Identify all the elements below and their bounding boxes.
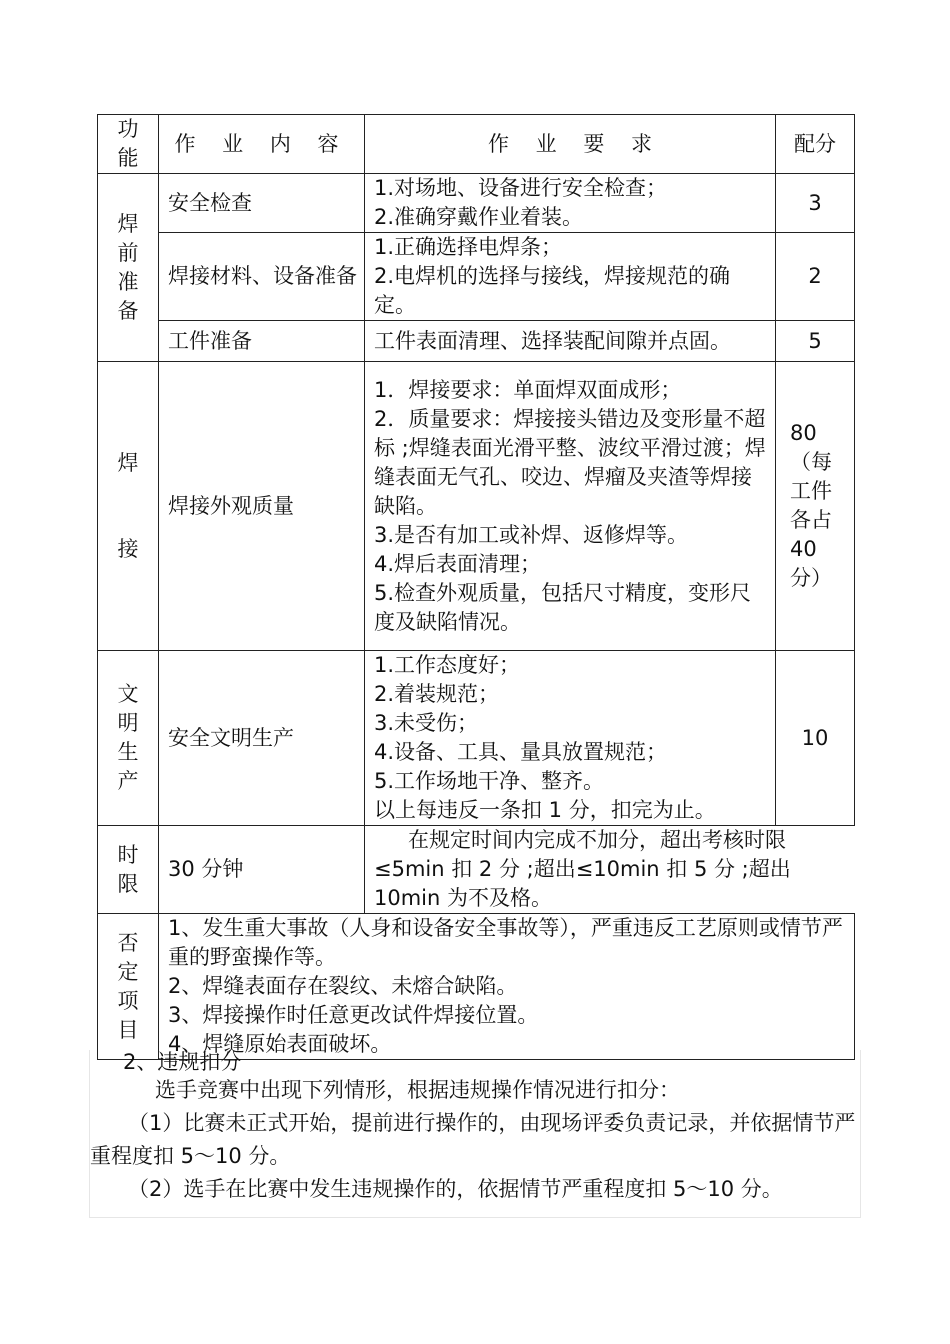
header-content: 作 业 内 容 (159, 115, 365, 174)
section-title: 2、违规扣分 (123, 1050, 242, 1074)
requirement-line: 5.工作场地干净、整齐。 (374, 769, 605, 793)
func-negation-text: 否定项目 (117, 930, 139, 1042)
negation-items (159, 914, 855, 1060)
negation-row (98, 914, 855, 1060)
violation-section (89, 1050, 861, 1218)
header-func-text: 功能 (117, 117, 139, 170)
requirement-line: 1.对场地、设备进行安全检查； (374, 176, 668, 200)
func-time-text: 时限 (117, 842, 139, 896)
table-row (98, 651, 855, 826)
requirement-line: 2.准确穿戴作业着装。 (374, 205, 584, 229)
content-text: 焊接材料、设备准备 (168, 264, 357, 288)
requirement-cell (365, 321, 776, 362)
score-cell: 2 (776, 233, 855, 321)
content-cell: 安全检查 (159, 174, 365, 233)
score-cell (776, 362, 855, 651)
func-cell-weld (98, 362, 159, 651)
requirement-line: 4.设备、工具、量具放置规范； (374, 740, 668, 764)
negation-item: 4、焊缝原始表面破坏。 (168, 1032, 392, 1056)
func-weld-text: 焊接 (117, 451, 139, 561)
requirement-line: 2.着装规范； (374, 682, 500, 706)
requirement-line: 1.工作态度好； (374, 653, 521, 677)
requirement-cell (365, 826, 855, 914)
requirement-line: 1．焊接要求：单面焊双面成形； (374, 377, 682, 402)
score-cell: 3 (776, 174, 855, 233)
table-row (98, 321, 855, 362)
negation-item: 1、发生重大事故（人身和设备安全事故等），严重违反工艺原则或情节严重的野蛮操作等。 (168, 916, 843, 969)
requirement-line: 3.未受伤； (374, 711, 479, 735)
requirement-line: 在规定时间内完成不加分，超出考核时限≤5min 扣 2 分 ;超出≤10min 扣 5 分 ;超出 10min 为不及格。 (374, 828, 791, 910)
header-func (98, 115, 159, 174)
negation-item: 3、焊接操作时任意更改试件焊接位置。 (168, 1003, 539, 1027)
content-cell: 工件准备 (159, 321, 365, 362)
func-cell-prep (98, 174, 159, 362)
content-cell: 安全文明生产 (159, 651, 365, 826)
score-text: 80（每工件各占40分） (790, 421, 832, 590)
func-cell-time (98, 826, 159, 914)
table-row (98, 174, 855, 233)
func-civil-text: 文明生产 (117, 682, 139, 793)
scoring-table (97, 114, 855, 1060)
requirement-line: 3.是否有加工或补焊、返修焊等。 (374, 522, 689, 547)
requirement-cell (365, 362, 776, 651)
requirement-cell (365, 651, 776, 826)
content-cell: 30 分钟 (159, 826, 365, 914)
header-score: 配分 (776, 115, 855, 174)
table-header-row (98, 115, 855, 174)
requirement-line: 4.焊后表面清理； (374, 551, 542, 576)
table-row (98, 362, 855, 651)
header-requirement: 作 业 要 求 (365, 115, 776, 174)
score-cell: 10 (776, 651, 855, 826)
score-cell: 5 (776, 321, 855, 362)
negation-item: 2、焊缝表面存在裂纹、未熔合缺陷。 (168, 974, 518, 998)
requirement-line: 5.检查外观质量，包括尺寸精度，变形尺度及缺陷情况。 (374, 580, 752, 634)
requirement-line: 工件表面清理、选择装配间隙并点固。 (374, 328, 731, 353)
requirement-line: 1.正确选择电焊条； (374, 235, 563, 259)
table-row (98, 826, 855, 914)
content-cell (159, 233, 365, 321)
requirement-line: 2.电焊机的选择与接线，焊接规范的确定。 (374, 264, 731, 317)
func-cell-negation (98, 914, 159, 1060)
section-intro: 选手竞赛中出现下列情形，根据违规操作情况进行扣分： (155, 1078, 680, 1102)
requirement-cell (365, 174, 776, 233)
requirement-line: 以上每违反一条扣 1 分，扣完为止。 (374, 798, 716, 822)
table-row (98, 233, 855, 321)
violation-item: （2）选手在比赛中发生违规操作的，依据情节严重程度扣 5～10 分。 (128, 1177, 783, 1201)
func-prep-text: 焊前准备 (117, 211, 139, 323)
requirement-cell (365, 233, 776, 321)
func-cell-civil (98, 651, 159, 826)
violation-item: （1）比赛未正式开始，提前进行操作的，由现场评委负责记录，并依据情节严重程度扣 5～10 分。 (90, 1111, 856, 1168)
content-cell: 焊接外观质量 (159, 362, 365, 651)
requirement-line: 2．质量要求：焊接接头错边及变形量不超标 ;焊缝表面光滑平整、波纹平滑过渡；焊缝表面无气孔、咬边、焊瘤及夹渣等焊接缺陷。 (374, 406, 766, 518)
